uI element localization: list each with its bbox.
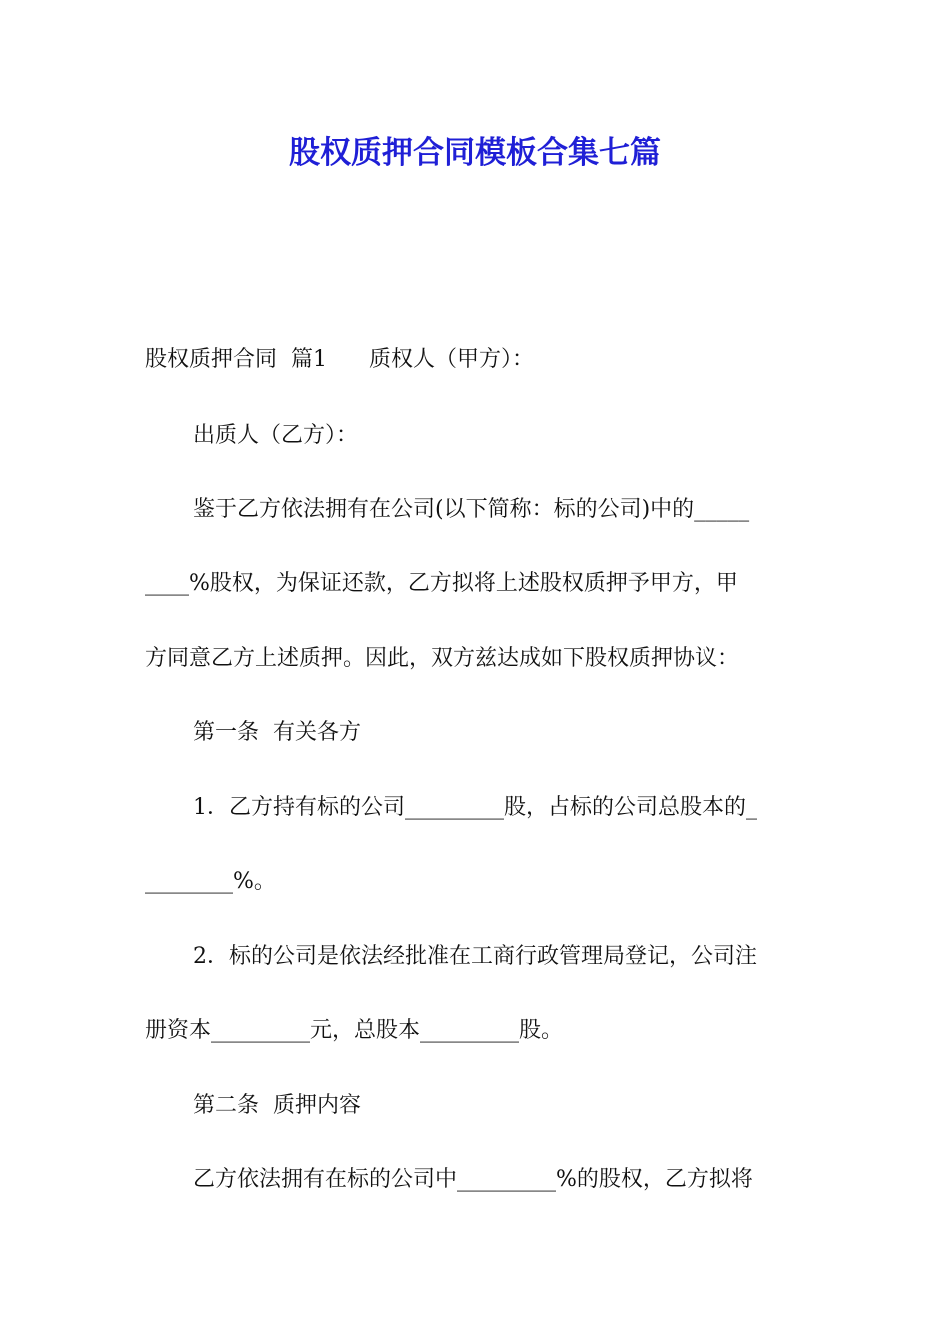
paragraph-line: ________%。 (145, 869, 276, 894)
paragraph-line: 册资本_________元，总股本_________股。 (145, 1018, 564, 1043)
paragraph-line: ____%股权，为保证还款，乙方拟将上述股权质押予甲方，甲 (145, 571, 738, 596)
article-heading-2: 第二条 质押内容 (193, 1093, 361, 1118)
paragraph-line: 乙方依法拥有在标的公司中_________%的股权，乙方拟将 (193, 1167, 753, 1192)
article-heading-1: 第一条 有关各方 (193, 720, 361, 745)
paragraph-line: 鉴于乙方依法拥有在公司(以下简称：标的公司)中的_____ (193, 497, 750, 522)
paragraph-line: 1．乙方持有标的公司_________股，占标的公司总股本的_ (193, 795, 757, 820)
paragraph-line-pledgor: 出质人（乙方）： (193, 423, 359, 448)
paragraph-line: 方同意乙方上述质押。因此，双方兹达成如下股权质押协议： (145, 646, 740, 671)
document-title: 股权质押合同模板合集七篇 (289, 135, 661, 171)
paragraph-line: 2．标的公司是依法经批准在工商行政管理局登记，公司注 (193, 944, 757, 969)
paragraph-line-contract-heading: 股权质押合同 篇1 质权人（甲方）： (145, 347, 534, 372)
